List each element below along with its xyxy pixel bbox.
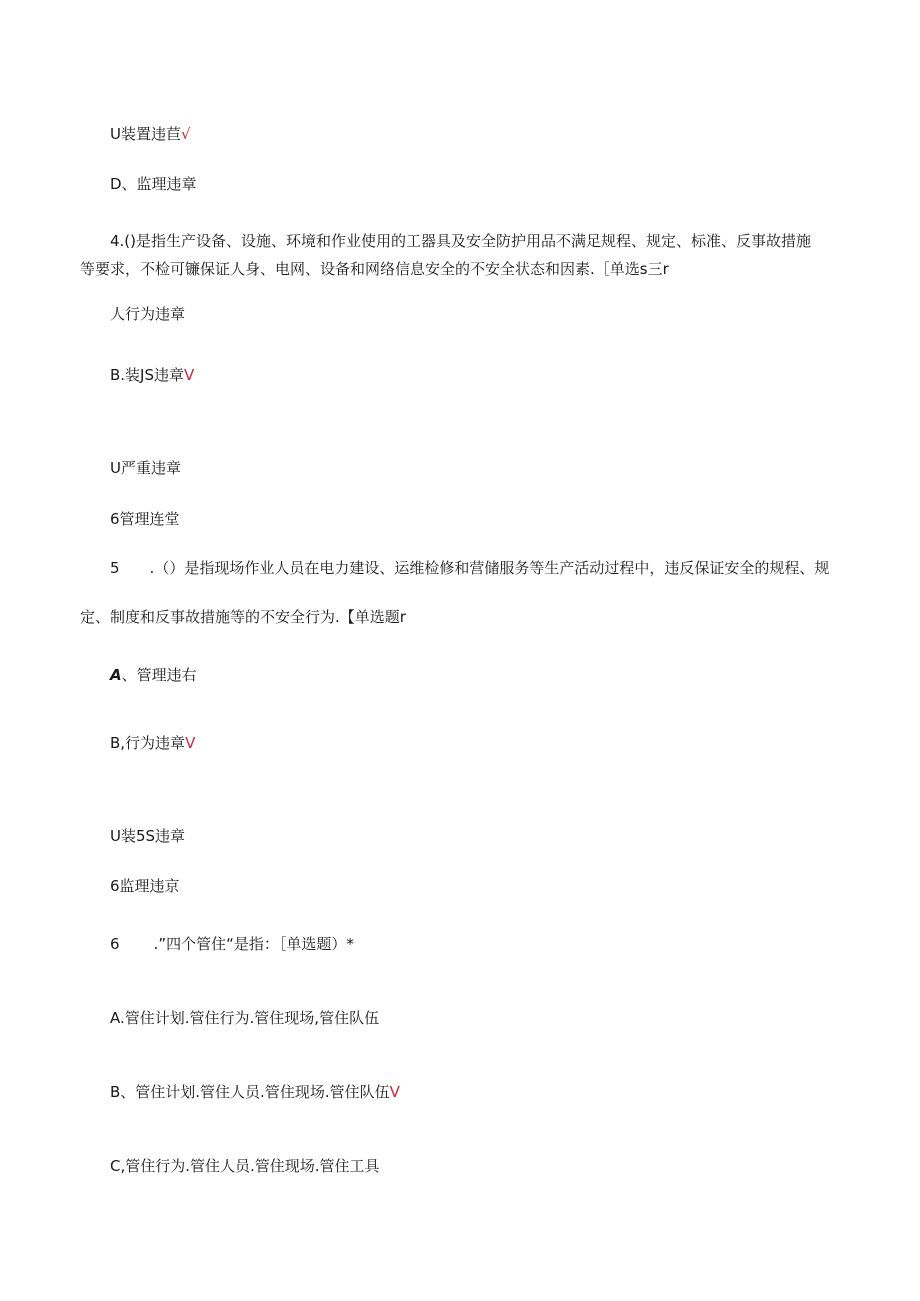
- option-text: B,行为违章: [110, 734, 186, 752]
- question-stem: 4.()是指生产设备、设施、环境和作业使用的工器具及安全防护用品不满足规程、规定、标准、反事故措施: [110, 232, 812, 250]
- q5-option-a: [110, 665, 197, 685]
- option-text: 6监理违京: [110, 877, 180, 895]
- question-stem: 定、制度和反事故措施等的不安全行为.【单选题r: [80, 608, 406, 626]
- q4-stem-line-1: [110, 231, 811, 251]
- q6-option-c: [110, 1156, 380, 1176]
- question-number: 6: [110, 935, 120, 953]
- question-stem: .（）是指现场作业人员在电力建设、运维检修和营储服务等生产活动过程中，违反保证安全的规程、规: [149, 559, 830, 577]
- option-text: U严重违章: [110, 459, 181, 477]
- q4-option-a: [110, 304, 185, 324]
- q5-option-b: [110, 733, 195, 753]
- question-number: 5: [110, 559, 120, 577]
- q5-option-d: [110, 876, 180, 896]
- option-text: 6管理连堂: [110, 510, 180, 528]
- q3-option-c: [110, 124, 191, 144]
- q6-option-a: [110, 1008, 379, 1028]
- option-text: D、监理违章: [110, 175, 197, 193]
- q5-option-c: [110, 826, 185, 846]
- q6-option-b: [110, 1082, 400, 1102]
- option-text: U装置违苣: [110, 125, 181, 143]
- q5-stem-line-1: [110, 558, 829, 578]
- question-stem: .”四个管住“是指：［单选题）*: [153, 935, 354, 953]
- option-text: A.管住计划.管住行为.管住现场,管住队伍: [110, 1009, 380, 1027]
- q6-stem: [110, 934, 354, 954]
- option-text: U装5S违章: [110, 827, 186, 845]
- q3-option-d: [110, 174, 197, 194]
- correct-mark-icon: V: [389, 1083, 400, 1101]
- q4-stem-line-2: [80, 259, 669, 279]
- q5-stem-line-2: [80, 607, 406, 627]
- correct-mark-icon: V: [185, 734, 196, 752]
- option-text: B.装JS违章: [110, 366, 185, 384]
- option-text: 、管理违右: [121, 666, 197, 684]
- correct-mark-icon: √: [180, 125, 191, 143]
- option-text: C,管住行为.管住人员.管住现场.管住工具: [110, 1157, 380, 1175]
- q4-option-c: [110, 458, 181, 478]
- question-stem: 等要求，不检可镰保证人身、电网、设备和网络信息安全的不安全状态和因素.［单选s三r: [80, 260, 669, 278]
- q4-option-d: [110, 509, 180, 529]
- q4-option-b: [110, 365, 194, 385]
- option-text: 人行为违章: [110, 305, 186, 323]
- correct-mark-icon: V: [184, 366, 195, 384]
- option-letter: A: [110, 666, 122, 684]
- option-text: B、管住计划.管住人员.管住现场.管住队伍: [110, 1083, 390, 1101]
